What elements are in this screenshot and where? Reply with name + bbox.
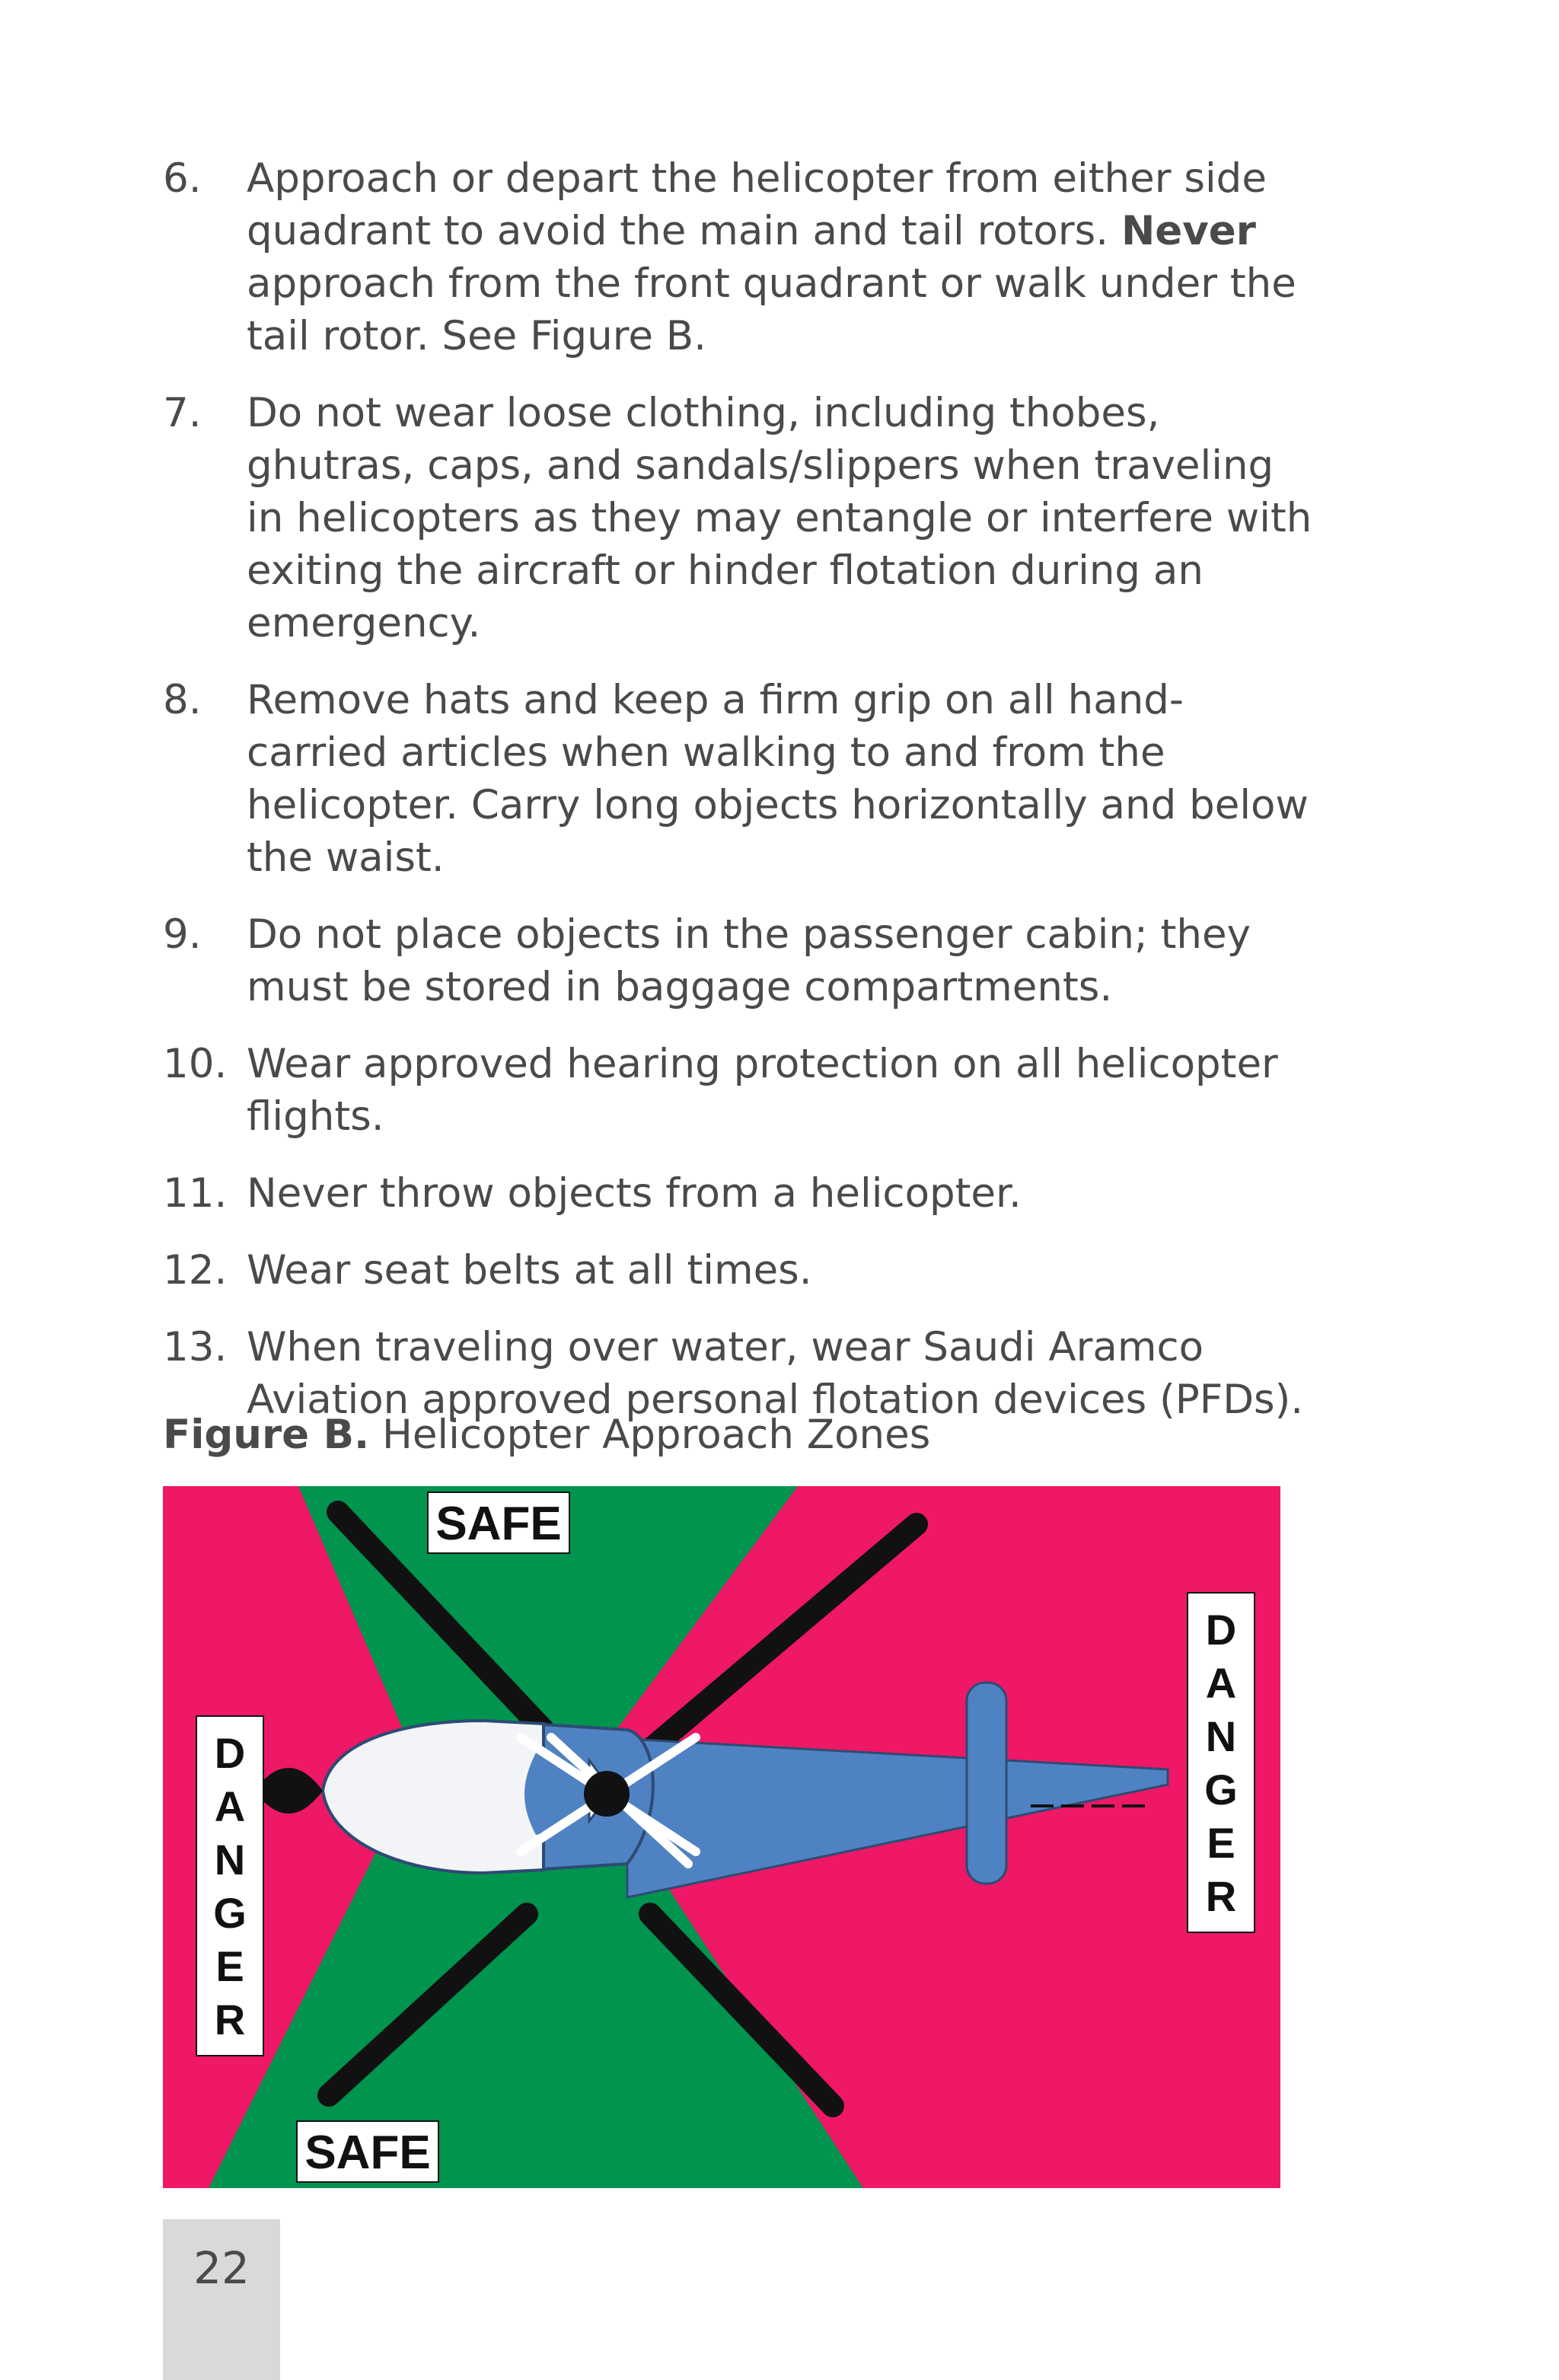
item-number: 11. bbox=[163, 1170, 228, 1217]
item-number: 9. bbox=[163, 911, 202, 958]
danger-right-letter: D bbox=[1205, 1606, 1237, 1654]
figure-label: Figure B. bbox=[163, 1412, 370, 1458]
list-item bbox=[163, 1167, 1320, 1220]
danger-right-letter: G bbox=[1204, 1766, 1238, 1814]
item-text: When traveling over water, wear Saudi Aramco Aviation approved personal flotation devices (PFDs). bbox=[247, 1324, 1304, 1423]
figure-caption bbox=[163, 1409, 930, 1461]
danger-left-letter: A bbox=[214, 1782, 246, 1830]
item-text: Do not place objects in the passenger cabin; they must be stored in baggage compartments. bbox=[247, 911, 1251, 1010]
safety-rules-list bbox=[163, 152, 1320, 1450]
safe-label-top-text: SAFE bbox=[435, 1498, 562, 1550]
item-number: 10. bbox=[163, 1041, 228, 1087]
list-item bbox=[163, 387, 1320, 649]
safe-label-bottom bbox=[297, 2121, 438, 2182]
danger-right-letter: A bbox=[1205, 1659, 1237, 1707]
item-text: Never throw objects from a helicopter. bbox=[247, 1170, 1022, 1217]
danger-label-right bbox=[1188, 1593, 1255, 1932]
item-text: Remove hats and keep a firm grip on all hand-carried articles when walking to and from the helicopter. Carry long objects horizontally and below the waist. bbox=[247, 677, 1309, 881]
item-number: 12. bbox=[163, 1247, 228, 1294]
safe-label-bottom-text: SAFE bbox=[304, 2126, 431, 2179]
item-text: Wear seat belts at all times. bbox=[247, 1247, 812, 1294]
figure-title: Helicopter Approach Zones bbox=[381, 1412, 931, 1458]
item-number: 6. bbox=[163, 155, 202, 202]
list-item bbox=[163, 1038, 1320, 1143]
item-text: Approach or depart the helicopter from either side quadrant to avoid the main and tail rotors. bbox=[247, 155, 1267, 254]
item-emphasis: Never bbox=[1121, 208, 1256, 254]
danger-left-letter: N bbox=[214, 1836, 246, 1884]
safe-label-top bbox=[428, 1492, 569, 1553]
danger-left-letter: E bbox=[215, 1942, 244, 1990]
item-text-cont: approach from the front quadrant or walk under the tail rotor. See Figure B. bbox=[247, 260, 1296, 359]
helicopter-approach-zones-figure bbox=[163, 1486, 1280, 2188]
page-number-tab bbox=[163, 2219, 280, 2380]
list-item bbox=[163, 152, 1320, 362]
danger-left-letter: D bbox=[214, 1729, 246, 1777]
page-number: 22 bbox=[193, 2242, 250, 2294]
item-number: 8. bbox=[163, 677, 202, 723]
danger-left-letter: G bbox=[213, 1889, 247, 1937]
list-item bbox=[163, 908, 1320, 1013]
danger-left-letter: R bbox=[214, 1996, 246, 2043]
list-item bbox=[163, 674, 1320, 884]
item-text: Do not wear loose clothing, including thobes, ghutras, caps, and sandals/slippers when traveling in helicopters as they may entangle or interfere with exiting the aircraft or hinder flotation during an emergency. bbox=[247, 390, 1312, 646]
danger-right-letter: E bbox=[1207, 1819, 1235, 1867]
item-text: Wear approved hearing protection on all helicopter flights. bbox=[247, 1041, 1278, 1140]
danger-right-letter: N bbox=[1205, 1712, 1237, 1760]
item-number: 7. bbox=[163, 390, 202, 436]
list-item bbox=[163, 1244, 1320, 1297]
rotor-hub-center bbox=[584, 1771, 630, 1817]
danger-label-left bbox=[196, 1716, 263, 2056]
danger-right-letter: R bbox=[1205, 1872, 1237, 1920]
item-number: 13. bbox=[163, 1324, 228, 1370]
